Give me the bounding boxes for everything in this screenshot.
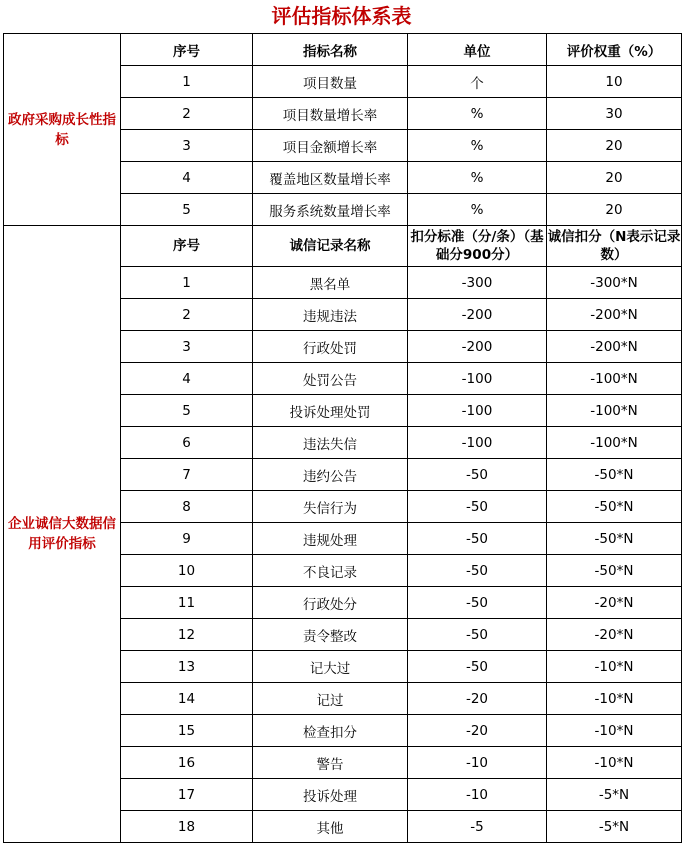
col-unit-cell: % [408, 98, 547, 130]
col-index-cell: 12 [121, 619, 253, 651]
col-weight-cell: -100*N [547, 363, 682, 395]
col-unit-cell: -50 [408, 459, 547, 491]
col-unit-cell: -100 [408, 427, 547, 459]
col-weight-cell: -50*N [547, 459, 682, 491]
col-unit-cell: -100 [408, 395, 547, 427]
col-unit-cell: -100 [408, 363, 547, 395]
table-header-row [4, 34, 682, 66]
col-index-cell: 10 [121, 555, 253, 587]
col-weight-cell: -200*N [547, 299, 682, 331]
col-index-cell: 18 [121, 811, 253, 843]
col-name-cell: 失信行为 [253, 491, 408, 523]
col-index-cell: 15 [121, 715, 253, 747]
col-index-cell: 3 [121, 331, 253, 363]
evaluation-index-table [3, 33, 682, 843]
col-weight-cell: -100*N [547, 395, 682, 427]
col-name-cell: 记过 [253, 683, 408, 715]
col-index-cell: 6 [121, 427, 253, 459]
col-name-cell: 覆盖地区数量增长率 [253, 162, 408, 194]
col-name-cell: 服务系统数量增长率 [253, 194, 408, 226]
col-weight-cell: -5*N [547, 779, 682, 811]
col-weight-cell: -20*N [547, 587, 682, 619]
col-unit-cell: -10 [408, 779, 547, 811]
col-name-cell: 警告 [253, 747, 408, 779]
col-name-cell: 违规处理 [253, 523, 408, 555]
col-name-cell: 其他 [253, 811, 408, 843]
category-label: 企业诚信大数据信用评价指标 [4, 226, 121, 843]
col-weight-cell: 20 [547, 162, 682, 194]
col-weight-cell: 10 [547, 66, 682, 98]
col-unit-cell: % [408, 194, 547, 226]
column-header: 扣分标准（分/条）（基础分900分） [408, 226, 547, 267]
col-index-cell: 7 [121, 459, 253, 491]
col-unit-cell: -20 [408, 715, 547, 747]
col-index-cell: 3 [121, 130, 253, 162]
col-index-cell: 9 [121, 523, 253, 555]
category-label: 政府采购成长性指标 [4, 34, 121, 226]
column-header: 单位 [408, 34, 547, 66]
page-title: 评估指标体系表 [271, 4, 412, 28]
col-name-cell: 行政处罚 [253, 331, 408, 363]
col-weight-cell: -10*N [547, 651, 682, 683]
col-name-cell: 检查扣分 [253, 715, 408, 747]
col-name-cell: 投诉处理处罚 [253, 395, 408, 427]
col-unit-cell: -5 [408, 811, 547, 843]
col-weight-cell: -100*N [547, 427, 682, 459]
col-weight-cell: 20 [547, 130, 682, 162]
col-name-cell: 项目金额增长率 [253, 130, 408, 162]
col-weight-cell: -10*N [547, 683, 682, 715]
col-weight-cell: -50*N [547, 491, 682, 523]
col-index-cell: 5 [121, 395, 253, 427]
col-unit-cell: -50 [408, 587, 547, 619]
column-header: 序号 [121, 226, 253, 267]
col-name-cell: 项目数量 [253, 66, 408, 98]
column-header: 指标名称 [253, 34, 408, 66]
col-name-cell: 项目数量增长率 [253, 98, 408, 130]
col-weight-cell: -50*N [547, 523, 682, 555]
col-weight-cell: -10*N [547, 715, 682, 747]
col-index-cell: 8 [121, 491, 253, 523]
column-header: 序号 [121, 34, 253, 66]
col-weight-cell: -300*N [547, 267, 682, 299]
column-header: 诚信扣分（N表示记录数） [547, 226, 682, 267]
col-index-cell: 14 [121, 683, 253, 715]
col-weight-cell: -200*N [547, 331, 682, 363]
col-name-cell: 处罚公告 [253, 363, 408, 395]
col-index-cell: 1 [121, 267, 253, 299]
col-index-cell: 2 [121, 98, 253, 130]
col-unit-cell: -10 [408, 747, 547, 779]
col-name-cell: 行政处分 [253, 587, 408, 619]
col-name-cell: 违约公告 [253, 459, 408, 491]
column-header: 评价权重（%） [547, 34, 682, 66]
col-weight-cell: 30 [547, 98, 682, 130]
col-unit-cell: -50 [408, 491, 547, 523]
col-unit-cell: % [408, 130, 547, 162]
col-index-cell: 11 [121, 587, 253, 619]
col-unit-cell: -50 [408, 523, 547, 555]
table-body [4, 34, 682, 843]
col-index-cell: 17 [121, 779, 253, 811]
col-unit-cell: -50 [408, 619, 547, 651]
col-name-cell: 记大过 [253, 651, 408, 683]
col-index-cell: 4 [121, 162, 253, 194]
col-weight-cell: -10*N [547, 747, 682, 779]
col-index-cell: 4 [121, 363, 253, 395]
col-unit-cell: -300 [408, 267, 547, 299]
col-index-cell: 1 [121, 66, 253, 98]
col-name-cell: 违法失信 [253, 427, 408, 459]
col-weight-cell: 20 [547, 194, 682, 226]
table-header-row [4, 226, 682, 267]
col-name-cell: 责令整改 [253, 619, 408, 651]
col-unit-cell: 个 [408, 66, 547, 98]
col-unit-cell: % [408, 162, 547, 194]
col-name-cell: 黑名单 [253, 267, 408, 299]
col-index-cell: 2 [121, 299, 253, 331]
col-weight-cell: -20*N [547, 619, 682, 651]
col-index-cell: 5 [121, 194, 253, 226]
col-unit-cell: -50 [408, 651, 547, 683]
col-unit-cell: -200 [408, 299, 547, 331]
col-index-cell: 16 [121, 747, 253, 779]
col-unit-cell: -200 [408, 331, 547, 363]
column-header: 诚信记录名称 [253, 226, 408, 267]
col-name-cell: 投诉处理 [253, 779, 408, 811]
col-name-cell: 不良记录 [253, 555, 408, 587]
col-unit-cell: -50 [408, 555, 547, 587]
col-weight-cell: -50*N [547, 555, 682, 587]
col-unit-cell: -20 [408, 683, 547, 715]
col-weight-cell: -5*N [547, 811, 682, 843]
col-name-cell: 违规违法 [253, 299, 408, 331]
col-index-cell: 13 [121, 651, 253, 683]
